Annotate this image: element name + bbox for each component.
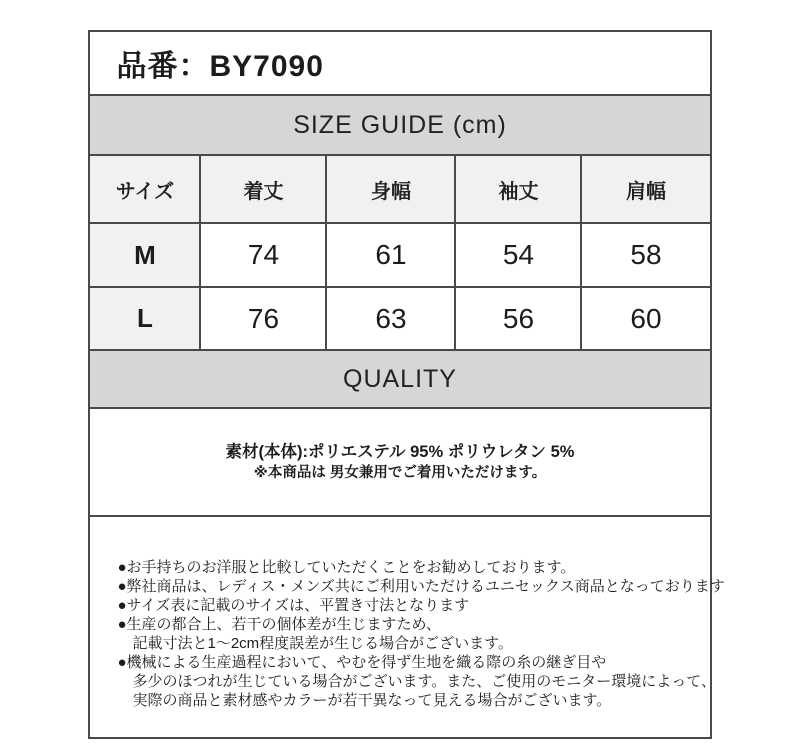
size-value: 76 bbox=[200, 287, 326, 350]
notes-row bbox=[89, 516, 710, 738]
column-header-sleeve: 袖丈 bbox=[455, 155, 581, 223]
column-header-row bbox=[89, 155, 710, 223]
note-line: ●お手持ちのお洋服と比較していただくことをお勧めしております。 bbox=[117, 559, 576, 576]
column-header-width: 身幅 bbox=[326, 155, 455, 223]
material-text: 素材(本体):ポリエステル 95% ポリウレタン 5% bbox=[225, 442, 575, 461]
size-spec-table bbox=[88, 30, 725, 739]
size-value: 61 bbox=[326, 223, 455, 287]
size-value: 56 bbox=[455, 287, 581, 350]
column-header-size: サイズ bbox=[89, 155, 200, 223]
quality-header-row bbox=[89, 350, 710, 408]
size-row-m bbox=[89, 223, 710, 287]
note-line: ●弊社商品は、レディス・メンズ共にご利用いただけるユニセックス商品となっております bbox=[117, 578, 725, 595]
size-guide-title: SIZE GUIDE (cm) bbox=[89, 95, 710, 155]
note-line: ●生産の都合上、若干の個体差が生じますため、 bbox=[117, 616, 441, 633]
size-value: 60 bbox=[581, 287, 710, 350]
size-row-l bbox=[89, 287, 710, 350]
size-guide-header-row bbox=[89, 95, 710, 155]
size-value: 63 bbox=[326, 287, 455, 350]
column-header-length: 着丈 bbox=[200, 155, 326, 223]
material-row bbox=[89, 408, 710, 516]
size-label-l: L bbox=[89, 287, 200, 350]
note-line: 記載寸法と1～2cm程度誤差が生じる場合がございます。 bbox=[117, 635, 513, 652]
quality-title: QUALITY bbox=[89, 350, 710, 408]
size-value: 54 bbox=[455, 223, 581, 287]
product-number: 品番：BY7090 bbox=[89, 31, 710, 95]
material-info bbox=[89, 408, 710, 516]
note-line: 実際の商品と素材感やカラーが若干異なって見える場合がございます。 bbox=[117, 692, 612, 709]
product-number-row bbox=[89, 31, 710, 95]
note-line: 多少のほつれが生じている場合がございます。また、ご使用のモニター環境によって、 bbox=[117, 673, 716, 690]
size-value: 58 bbox=[581, 223, 710, 287]
size-label-m: M bbox=[89, 223, 200, 287]
size-value: 74 bbox=[200, 223, 326, 287]
column-header-shoulder: 肩幅 bbox=[581, 155, 710, 223]
note-line: ●機械による生産過程において、やむを得ず生地を織る際の糸の継ぎ目や bbox=[117, 654, 607, 671]
note-line: ●サイズ表に記載のサイズは、平置き寸法となります bbox=[117, 597, 470, 614]
unisex-note: ※本商品は 男女兼用でご着用いただけます。 bbox=[253, 464, 547, 481]
care-notes-panel bbox=[89, 516, 725, 738]
